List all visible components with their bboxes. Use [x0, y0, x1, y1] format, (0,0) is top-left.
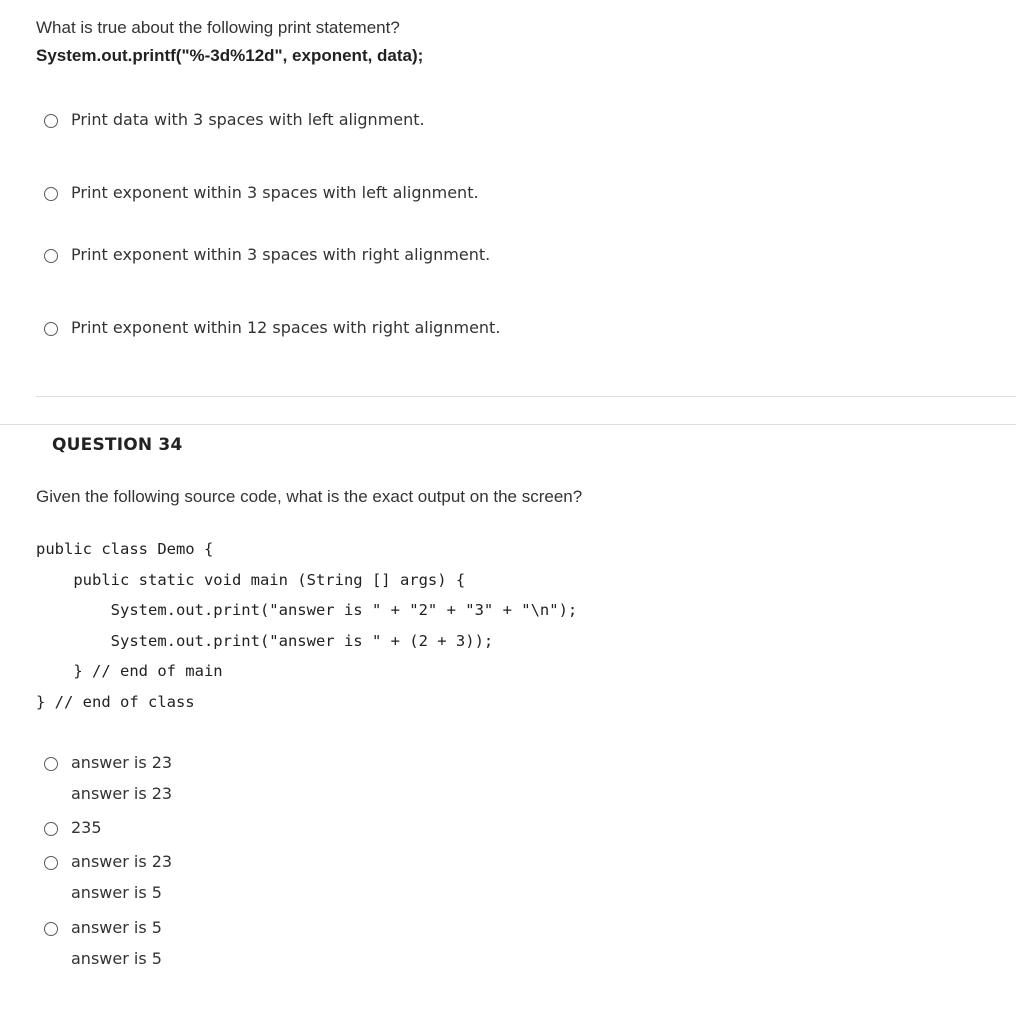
question-prompt: Given the following source code, what is the exact output on the screen? — [36, 487, 583, 506]
question-prompt: What is true about the following print statement? — [36, 18, 400, 37]
answer-option-3[interactable] — [44, 852, 172, 908]
option-line: answer is 23 — [71, 784, 173, 803]
option-label — [71, 846, 172, 908]
divider — [36, 396, 1016, 397]
option-line: answer is 23 — [71, 753, 173, 772]
answer-option-1[interactable] — [44, 110, 425, 135]
answer-option-3[interactable] — [44, 245, 490, 270]
radio-button[interactable] — [44, 922, 58, 936]
radio-button[interactable] — [44, 322, 58, 336]
option-label — [71, 747, 172, 809]
option-line: answer is 23 — [71, 852, 173, 871]
source-code-block — [36, 538, 577, 721]
option-label: Print exponent within 3 spaces with right alignment. — [71, 245, 491, 264]
code-line: public static void main (String [] args) { — [36, 570, 466, 589]
divider — [0, 424, 1016, 425]
answer-option-4[interactable] — [44, 918, 162, 974]
radio-button[interactable] — [44, 757, 58, 771]
option-label: Print exponent within 12 spaces with right alignment. — [71, 318, 501, 337]
option-line: answer is 5 — [71, 949, 162, 968]
option-line: answer is 5 — [71, 918, 162, 937]
answer-option-4[interactable] — [44, 318, 500, 343]
option-line: answer is 5 — [71, 883, 162, 902]
answer-option-2[interactable] — [44, 183, 479, 208]
code-line: } // end of class — [36, 692, 195, 711]
radio-button[interactable] — [44, 856, 58, 870]
radio-button[interactable] — [44, 114, 58, 128]
question-header: QUESTION 34 — [52, 435, 183, 455]
radio-button[interactable] — [44, 187, 58, 201]
code-line: System.out.print("answer is " + "2" + "3" + "\n"); — [36, 601, 578, 619]
option-label — [71, 912, 162, 974]
option-label — [71, 812, 102, 843]
option-label: Print data with 3 spaces with left alignment. — [71, 110, 425, 129]
option-label: Print exponent within 3 spaces with left alignment. — [71, 183, 479, 202]
answer-option-1[interactable] — [44, 753, 172, 809]
radio-button[interactable] — [44, 822, 58, 836]
code-line: } // end of main — [36, 662, 223, 680]
print-statement: System.out.printf("%-3d%12d", exponent, data); — [36, 46, 424, 65]
option-line: 235 — [71, 818, 102, 837]
radio-button[interactable] — [44, 249, 58, 263]
code-line: System.out.print("answer is " + (2 + 3)); — [36, 631, 494, 650]
answer-option-2[interactable] — [44, 818, 102, 843]
code-line: public class Demo { — [36, 540, 214, 558]
